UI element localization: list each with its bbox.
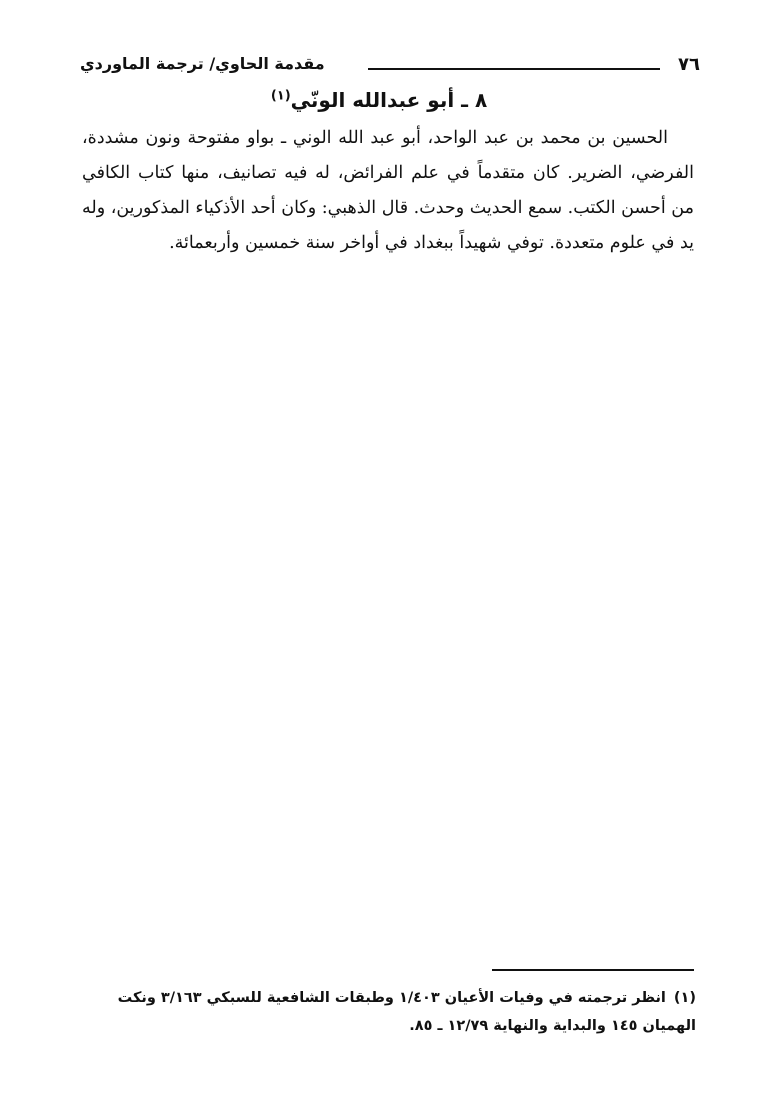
page-header [80, 52, 700, 82]
footnote [88, 984, 696, 1040]
entry-heading [0, 88, 758, 112]
footnote-marker: (١) [673, 990, 696, 1006]
running-title: مقدمة الحاوي/ ترجمة الماوردي [80, 54, 325, 73]
footnote-reference: (١) [270, 88, 291, 104]
page-number: ٧٦ [678, 54, 700, 75]
footnote-separator [492, 969, 694, 971]
header-rule [368, 68, 660, 70]
footnote-text: انظر ترجمته في وفيات الأعيان ١/٤٠٣ وطبقات الشافعية للسبكي ٣/١٦٣ ونكت الهميان ١٤٥ والبداية والنهاية ١٢/٧٩ ـ ٨٥. [117, 990, 696, 1034]
entry-heading-text: ٨ ـ أبو عبدالله الونّي [290, 88, 488, 112]
entry-body-paragraph: الحسين بن محمد بن عبد الواحد، أبو عبد الله الوني ـ بواو مفتوحة ونون مشددة، الفرضي، الضرير. كان متقدماً في علم الفرائض، له فيه تصانيف، منها كتاب الكافي من أحسن الكتب. سمع الحديث وحدث. قال الذهبي: وكان أحد الأذكياء المذكورين، وله يد في علوم متعددة. توفي شهيداً ببغداد في أواخر سنة خمسين وأربعمائة. [81, 128, 694, 253]
